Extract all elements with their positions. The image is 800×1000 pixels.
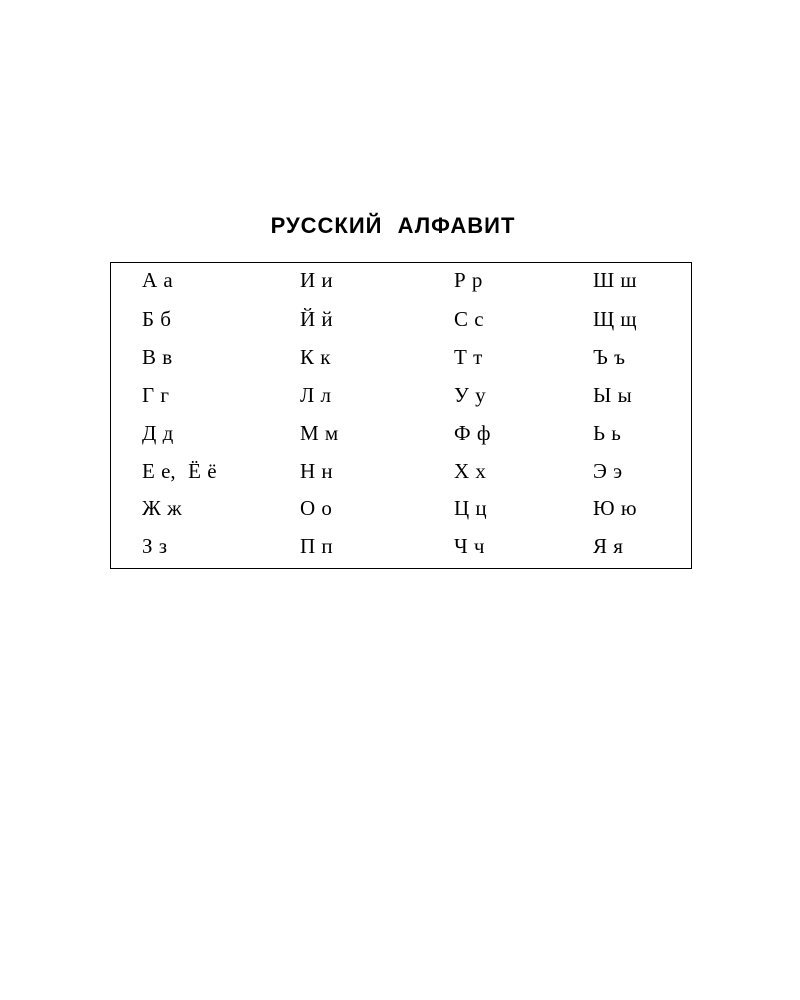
page-title: РУССКИЙ АЛФАВИТ <box>270 213 516 238</box>
letter-pair: Я я <box>593 534 623 558</box>
letter-pair: М м <box>300 421 339 445</box>
letter-pair: Ж ж <box>142 496 182 520</box>
letter-pair: Ц ц <box>454 496 487 520</box>
letter-pair: Ш ш <box>593 268 637 292</box>
letter-pair: Б б <box>142 307 171 331</box>
letter-pair: Г г <box>142 383 170 407</box>
letter-pair: Й й <box>300 307 333 331</box>
alphabet-table <box>110 262 692 569</box>
letter-pair: У у <box>454 383 486 407</box>
letter-pair: Х х <box>454 459 486 483</box>
letter-pair: Э э <box>593 459 623 483</box>
letter-pair: З з <box>142 534 168 558</box>
letter-pair: Д д <box>142 421 174 445</box>
letter-pair: Т т <box>454 345 483 369</box>
letter-pair: Ю ю <box>593 496 637 520</box>
letter-pair: И и <box>300 268 333 292</box>
letter-pair: Ъ ъ <box>593 345 625 369</box>
letter-pair: С с <box>454 307 484 331</box>
letter-pair: О о <box>300 496 332 520</box>
letter-pair: В в <box>142 345 173 369</box>
letter-pair: Щ щ <box>593 307 637 331</box>
letter-pair: Ь ь <box>593 421 621 445</box>
letter-pair: Ч ч <box>454 534 485 558</box>
letter-pair: П п <box>300 534 333 558</box>
letter-pair: А а <box>142 268 173 292</box>
letter-pair: Ф ф <box>454 421 491 445</box>
letter-pair: К к <box>300 345 331 369</box>
letter-pair: Е е, Ё ё <box>142 459 217 483</box>
letter-pair: Н н <box>300 459 333 483</box>
letter-pair: Л л <box>300 383 331 407</box>
letter-pair: Р р <box>454 268 483 292</box>
letter-pair: Ы ы <box>593 383 632 407</box>
